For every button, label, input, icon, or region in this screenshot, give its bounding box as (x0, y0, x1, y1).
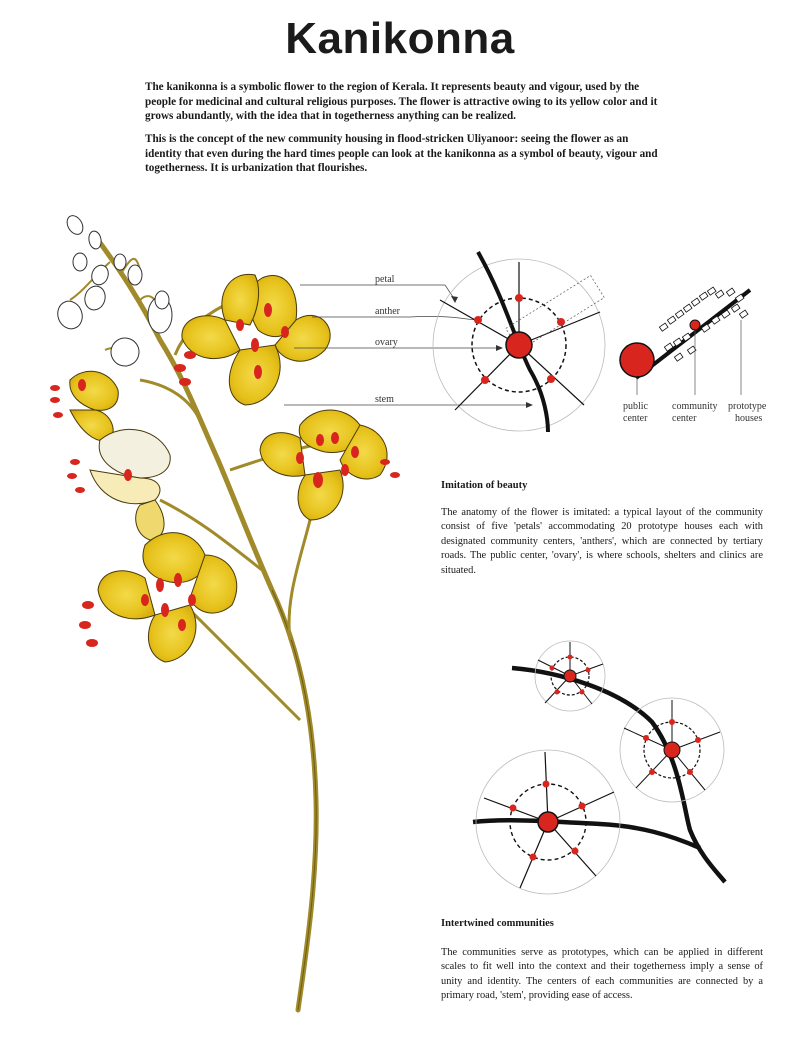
legend-public-center-2: center (623, 413, 648, 424)
legend-community-center-1: community (672, 401, 718, 412)
buds (54, 213, 172, 368)
legend-prototype-houses-2: houses (735, 413, 763, 424)
imitation-heading: Imitation of beauty (441, 480, 528, 491)
community-medium (620, 698, 724, 802)
kanikonna-branch-drawing (50, 213, 400, 1010)
label-stem: stem (375, 394, 394, 405)
imitation-text: The anatomy of the flower is imitated: a typical layout of the community consist of five 'petals' accommodating 20 prototype houses each with designated community centers, 'anthers', which are connected by tertiary roads. The public center, 'ovary', is where schools, shelters and clinics are situated. (441, 507, 763, 576)
community-small (535, 641, 605, 711)
intertwined-heading: Intertwined communities (441, 918, 554, 929)
legend-prototype-houses-1: prototype (728, 401, 767, 412)
intertwined-communities-diagram (473, 641, 725, 894)
legend-diagram (620, 287, 767, 424)
label-petal: petal (375, 274, 395, 285)
legend-community-center-2: center (672, 413, 697, 424)
intro-paragraph-1: The kanikonna is a symbolic flower to the region of Kerala. It represents beauty and vigour, used by the people for medicinal and cultural religious purposes. The flower is attractive owing to its yellow color and it grows abundantly, with the idea that in togetherness anything can be realized. (145, 81, 658, 123)
label-anther: anther (375, 306, 400, 317)
label-ovary: ovary (375, 337, 398, 348)
flower-3 (67, 429, 170, 540)
flower-4 (260, 410, 400, 520)
flower-1 (174, 274, 330, 405)
legend-public-center-1: public (623, 401, 648, 412)
intertwined-text: The communities serve as prototypes, which can be applied in different scales to fit well into the context and their togetherness imply a sense of unity and identity. The centers of each communities are connected by a primary road, 'stem', providing ease of access. (441, 947, 763, 1002)
page-title: Kanikonna (285, 14, 515, 63)
intro-paragraph-2: This is the concept of the new community housing in flood-stricken Uliyanoor: seeing the flower as an identity that even during the hard times people can look at the kanikonna as a symbol of beauty, vigour and togetherness. It is urbanization that flourishes. (145, 133, 658, 175)
flower-5 (79, 533, 237, 662)
flower-2 (50, 371, 118, 441)
